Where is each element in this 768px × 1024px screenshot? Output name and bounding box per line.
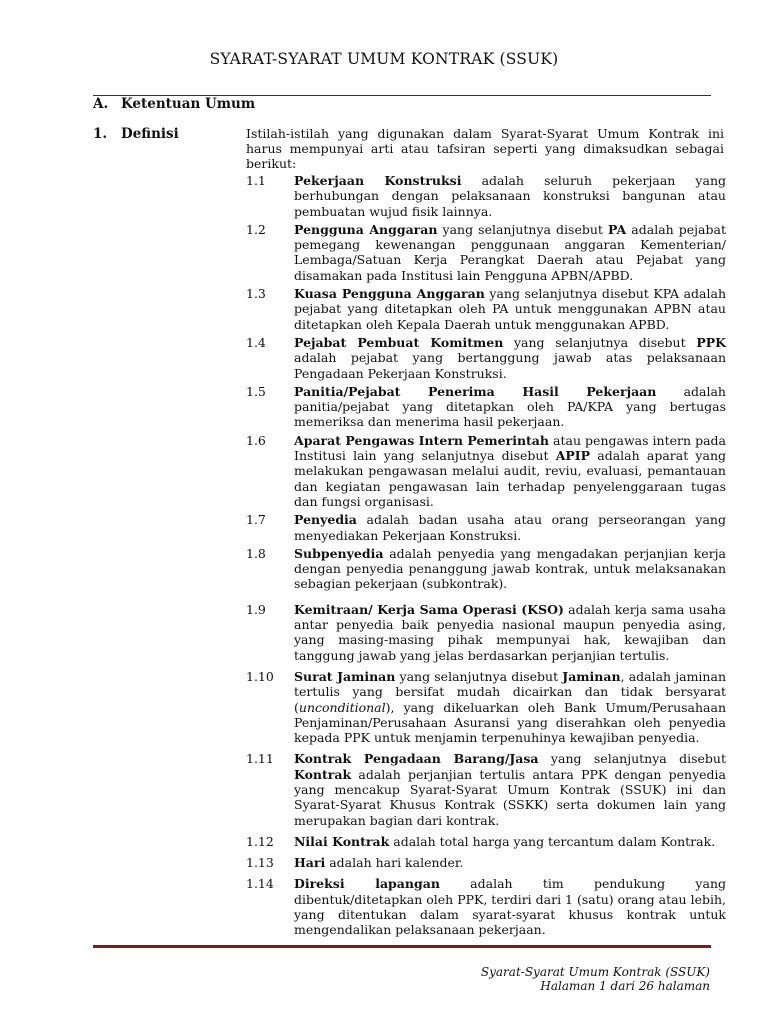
definition-item-number: 1.3 <box>246 286 266 302</box>
definition-italic-term: unconditional <box>298 699 386 715</box>
definition-item-text <box>294 855 726 870</box>
definition-item-number: 1.10 <box>246 668 274 684</box>
definition-item-number: 1.12 <box>246 833 274 849</box>
definition-item-text <box>294 335 726 381</box>
definition-item-text <box>294 384 726 430</box>
definition-text: adalah total harga yang tercantum dalam Kontrak. <box>389 833 716 849</box>
definition-term: Nilai Kontrak <box>294 833 390 849</box>
definition-number: 1. <box>93 126 108 142</box>
section-heading <box>93 96 255 112</box>
definition-term: Kemitraan/ Kerja Sama Operasi (KSO) <box>294 601 564 617</box>
definition-item-number: 1.6 <box>246 432 266 448</box>
definition-item-text <box>294 433 726 509</box>
definition-text: adalah badan usaha atau orang perseorangan yang menyediakan Pekerjaan Konstruksi. <box>294 512 726 543</box>
definition-text: adalah panitia/pejabat yang ditetapkan oleh PA/KPA yang bertugas memeriksa dan menerima hasil pekerjaan. <box>294 383 726 430</box>
definition-item-text <box>294 173 726 219</box>
definition-item-number: 1.5 <box>246 383 266 399</box>
definition-item-number: 1.8 <box>246 545 266 561</box>
definition-item-number: 1.7 <box>246 512 266 528</box>
definition-text: adalah seluruh pekerjaan yang berhubungan dengan pelaksanaan konstruksi bangunan atau pembuatan wujud fisik lainnya. <box>294 173 727 219</box>
definition-term: Pengguna Anggaran <box>294 221 438 237</box>
definition-item-number: 1.4 <box>246 334 266 350</box>
definition-item-text <box>294 602 726 663</box>
definition-term: Pejabat Pembuat Komitmen <box>294 334 504 350</box>
definition-item <box>246 286 726 332</box>
footer-divider <box>93 945 711 948</box>
page-footer <box>481 965 710 993</box>
definition-item <box>246 335 726 381</box>
definition-item <box>246 602 726 663</box>
definition-abbreviation: Kontrak <box>294 766 352 782</box>
definition-list <box>246 173 726 938</box>
definition-term: Panitia/Pejabat Penerima Hasil Pekerjaan <box>294 383 657 399</box>
definition-label: Definisi <box>121 126 179 142</box>
definition-item <box>246 173 726 219</box>
definition-item <box>246 855 726 870</box>
definition-text: adalah penyedia yang mengadakan perjanjian kerja dengan penyedia penanggung jawab kontrak, untuk melaksanakan sebagian pekerjaan (subkontrak). <box>294 545 726 592</box>
definition-text: ), yang dikeluarkan oleh Bank Umum/Perusahaan Penjaminan/Perusahaan Asuransi yang diserahkan oleh penyedia kepada PPK untuk menjamin terpenuhinya kewajiban penyedia. <box>294 699 726 746</box>
definition-item-text <box>294 222 726 283</box>
document-title: SYARAT-SYARAT UMUM KONTRAK (SSUK) <box>209 50 559 68</box>
definition-term: Direksi lapangan <box>294 876 440 892</box>
definition-term: Surat Jaminan <box>294 668 396 684</box>
definition-item-text <box>294 834 726 849</box>
definition-item-number: 1.13 <box>246 855 274 871</box>
definition-abbreviation: PA <box>608 221 627 237</box>
definition-term: Hari <box>294 855 326 871</box>
definition-item-number: 1.1 <box>246 173 266 188</box>
footer-page-number: Halaman 1 dari 26 halaman <box>540 979 710 993</box>
section-number: A. <box>93 96 109 112</box>
definition-item-number: 1.14 <box>246 876 274 892</box>
definition-item <box>246 433 726 509</box>
definition-abbreviation: Jaminan <box>562 668 621 684</box>
definition-item-text <box>294 286 726 332</box>
definition-text: adalah hari kalender. <box>325 855 464 871</box>
definition-text: yang selanjutnya disebut <box>395 668 563 684</box>
definition-text: adalah perjanjian tertulis antara PPK dengan penyedia yang mencakup Syarat-Syarat Umum Kontrak (SSUK) ini dan Syarat-Syarat Khusus Kontrak (SSKK) serta dokumen lain yang merupakan bagian dari kontrak. <box>294 766 726 828</box>
definition-item <box>246 834 726 849</box>
definition-text: yang selanjutnya disebut <box>437 221 609 237</box>
definition-abbreviation: APIP <box>555 448 591 464</box>
footer-doc-title: Syarat-Syarat Umum Kontrak (SSUK) <box>480 965 710 979</box>
definition-text: adalah pejabat pemegang kewenangan penggunaan anggaran Kementerian/ Lembaga/Satuan Kerja Perangkat Daerah atau Pejabat yang disamakan pada Institusi lain Pengguna APBN/APBD. <box>294 221 726 283</box>
definition-item <box>246 512 726 543</box>
definition-text: yang selanjutnya disebut KPA adalah pejabat yang ditetapkan oleh PA untuk menggunakan APBN atau ditetapkan oleh Kepala Daerah untuk menggunakan APBD. <box>294 286 727 332</box>
definition-term: Kuasa Pengguna Anggaran <box>294 286 485 302</box>
definition-term: Subpenyedia <box>294 545 384 561</box>
definition-item-text <box>294 669 726 745</box>
definition-heading <box>93 126 179 142</box>
definition-text: adalah pejabat yang bertanggung jawab atas pelaksanaan Pengadaan Pekerjaan Konstruksi. <box>294 350 726 381</box>
definition-text: atau pengawas intern pada Institusi lain yang selanjutnya disebut <box>294 432 726 464</box>
section-label: Ketentuan Umum <box>121 96 256 112</box>
definition-intro: Istilah-istilah yang digunakan dalam Syarat-Syarat Umum Kontrak ini harus mempunyai arti atau tafsiran seperti yang dimaksudkan sebagai berikut: <box>246 126 724 171</box>
definition-item <box>246 384 726 430</box>
definition-item <box>246 222 726 283</box>
definition-term: Pekerjaan Konstruksi <box>294 173 462 188</box>
definition-item <box>246 546 726 592</box>
definition-text: adalah aparat yang melakukan pengawasan melalui audit, reviu, evaluasi, pemantauan dan kegiatan pengawasan lain terhadap penyelenggaraan tugas dan fungsi organisasi. <box>294 448 726 509</box>
definition-term: Penyedia <box>294 512 357 528</box>
definition-text: yang selanjutnya disebut <box>538 751 726 767</box>
definition-text: yang selanjutnya disebut <box>503 334 697 350</box>
definition-item-number: 1.2 <box>246 221 266 237</box>
definition-item <box>246 751 726 827</box>
definition-item-text <box>294 751 726 827</box>
definition-item-text <box>294 512 726 543</box>
definition-item-text <box>294 546 726 592</box>
definition-text: adalah kerja sama usaha antar penyedia baik penyedia nasional maupun penyedia asing, yang masing-masing pihak mempunyai hak, kewajiban dan tanggung jawab yang jelas berdasarkan perjanjian tertulis. <box>294 601 726 663</box>
definition-item <box>246 669 726 745</box>
definition-abbreviation: PPK <box>696 334 726 350</box>
definition-text: adalah tim pendukung yang dibentuk/ditetapkan oleh PPK, terdiri dari 1 (satu) orang atau lebih, yang ditentukan dalam syarat-syarat khusus kontrak untuk mengendalikan pelaksanaan pekerjaan. <box>294 876 726 938</box>
definition-item-number: 1.11 <box>246 751 274 767</box>
definition-item <box>246 876 726 937</box>
definition-text: , adalah jaminan tertulis yang bersifat mudah dicairkan dan tidak bersyarat ( <box>294 668 726 715</box>
definition-term: Aparat Pengawas Intern Pemerintah <box>294 432 549 448</box>
definition-term: Kontrak Pengadaan Barang/Jasa <box>294 751 539 767</box>
definition-item-number: 1.9 <box>246 601 266 617</box>
definition-item-text <box>294 876 726 937</box>
